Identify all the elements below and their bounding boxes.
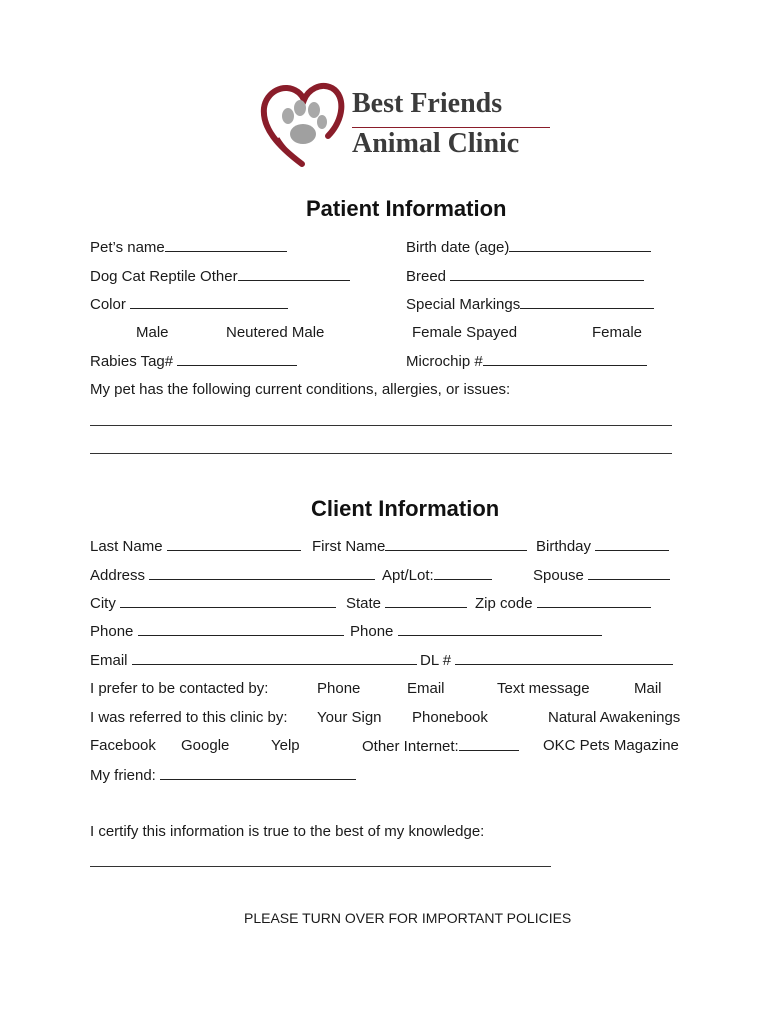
city-field[interactable] xyxy=(90,594,336,613)
email-line[interactable] xyxy=(132,651,417,665)
breed-label: Breed xyxy=(406,268,447,285)
sex-option-female[interactable]: Female xyxy=(592,324,643,341)
my-friend-field[interactable] xyxy=(90,766,356,785)
birth-date-line[interactable] xyxy=(509,238,651,252)
phone-label: Phone xyxy=(90,623,134,640)
patient-heading: Patient Information xyxy=(306,196,507,221)
state-field[interactable] xyxy=(346,594,467,613)
other-internet-line[interactable] xyxy=(459,737,519,751)
city-line[interactable] xyxy=(120,594,336,608)
color-line[interactable] xyxy=(130,295,288,309)
spouse-label: Spouse xyxy=(533,567,584,584)
address-line[interactable] xyxy=(149,566,375,580)
phone2-line[interactable] xyxy=(398,622,602,636)
phone-line[interactable] xyxy=(138,622,344,636)
contact-pref-label: I prefer to be contacted by: xyxy=(90,680,269,697)
dl-label: DL # xyxy=(420,652,452,669)
email-field[interactable] xyxy=(90,651,417,670)
referral-facebook[interactable]: Facebook xyxy=(90,737,156,754)
referral-your-sign[interactable]: Your Sign xyxy=(317,709,382,726)
certify-statement: I certify this information is true to the best of my knowledge: xyxy=(90,823,485,840)
client-heading: Client Information xyxy=(311,496,500,521)
zip-field[interactable] xyxy=(475,594,651,613)
sex-option-neutered-male[interactable]: Neutered Male xyxy=(226,324,325,341)
breed-field[interactable] xyxy=(406,267,644,286)
referral-google[interactable]: Google xyxy=(181,737,230,754)
rabies-tag-label: Rabies Tag# xyxy=(90,353,174,370)
contact-option-mail[interactable]: Mail xyxy=(634,680,662,697)
conditions-label: My pet has the following current conditions, allergies, or issues: xyxy=(90,381,511,398)
birthday-line[interactable] xyxy=(595,537,669,551)
contact-option-email[interactable]: Email xyxy=(407,680,445,697)
other-internet-label: Other Internet: xyxy=(362,738,459,755)
pets-name-label: Pet’s name xyxy=(90,239,165,256)
address-label: Address xyxy=(90,567,146,584)
logo-line-2: Animal Clinic xyxy=(352,128,520,159)
referral-other-internet[interactable] xyxy=(362,737,519,756)
referral-natural-awakenings[interactable]: Natural Awakenings xyxy=(548,709,681,726)
email-label: Email xyxy=(90,652,128,669)
contact-option-text-message[interactable]: Text message xyxy=(497,680,590,697)
last-name-label: Last Name xyxy=(90,538,163,555)
apt-lot-label: Apt/Lot: xyxy=(382,567,434,584)
spouse-line[interactable] xyxy=(588,566,670,580)
clinic-logo xyxy=(258,80,558,170)
conditions-line-2[interactable] xyxy=(90,453,672,454)
phone-field[interactable] xyxy=(90,622,344,641)
species-label: Dog Cat Reptile Other xyxy=(90,268,238,285)
apt-lot-field[interactable] xyxy=(382,566,492,585)
signature-line[interactable] xyxy=(90,866,551,867)
referral-label: I was referred to this clinic by: xyxy=(90,709,288,726)
apt-lot-line[interactable] xyxy=(434,566,492,580)
conditions-line-1[interactable] xyxy=(90,425,672,426)
state-label: State xyxy=(346,595,382,612)
microchip-line[interactable] xyxy=(483,352,647,366)
dl-line[interactable] xyxy=(455,651,673,665)
sex-option-female-spayed[interactable]: Female Spayed xyxy=(412,324,518,341)
zip-line[interactable] xyxy=(537,594,651,608)
referral-yelp[interactable]: Yelp xyxy=(271,737,300,754)
special-markings-label: Special Markings xyxy=(406,296,521,313)
birth-date-field[interactable] xyxy=(406,238,651,257)
microchip-field[interactable] xyxy=(406,352,647,371)
pets-name-field[interactable] xyxy=(90,238,287,257)
footer-note: PLEASE TURN OVER FOR IMPORTANT POLICIES xyxy=(244,910,572,926)
my-friend-line[interactable] xyxy=(160,766,356,780)
zip-label: Zip code xyxy=(475,595,533,612)
microchip-label: Microchip # xyxy=(406,353,483,370)
breed-line[interactable] xyxy=(450,267,644,281)
rabies-tag-field[interactable] xyxy=(90,352,297,371)
dl-field[interactable] xyxy=(420,651,673,670)
special-markings-field[interactable] xyxy=(406,295,654,314)
color-field[interactable] xyxy=(90,295,288,314)
sex-option-male[interactable]: Male xyxy=(136,324,169,341)
last-name-field[interactable] xyxy=(90,537,301,556)
birthday-label: Birthday xyxy=(536,538,592,555)
address-field[interactable] xyxy=(90,566,375,585)
spouse-field[interactable] xyxy=(533,566,670,585)
referral-okc-pets-magazine[interactable]: OKC Pets Magazine xyxy=(543,737,679,754)
referral-phonebook[interactable]: Phonebook xyxy=(412,709,488,726)
species-field[interactable] xyxy=(90,267,350,286)
birth-date-label: Birth date (age) xyxy=(406,239,510,256)
city-label: City xyxy=(90,595,116,612)
first-name-label: First Name xyxy=(312,538,386,555)
last-name-line[interactable] xyxy=(167,537,301,551)
phone2-label: Phone xyxy=(350,623,394,640)
rabies-tag-line[interactable] xyxy=(177,352,297,366)
my-friend-label: My friend: xyxy=(90,767,156,784)
special-markings-line[interactable] xyxy=(520,295,654,309)
first-name-line[interactable] xyxy=(385,537,527,551)
pets-name-line[interactable] xyxy=(165,238,287,252)
color-label: Color xyxy=(90,296,126,313)
logo-line-1: Best Friends xyxy=(352,88,503,119)
birthday-field[interactable] xyxy=(536,537,669,556)
species-line[interactable] xyxy=(238,267,350,281)
state-line[interactable] xyxy=(385,594,467,608)
contact-option-phone[interactable]: Phone xyxy=(317,680,361,697)
first-name-field[interactable] xyxy=(312,537,527,556)
phone2-field[interactable] xyxy=(350,622,602,641)
heart-paw-logo-icon xyxy=(258,80,348,168)
